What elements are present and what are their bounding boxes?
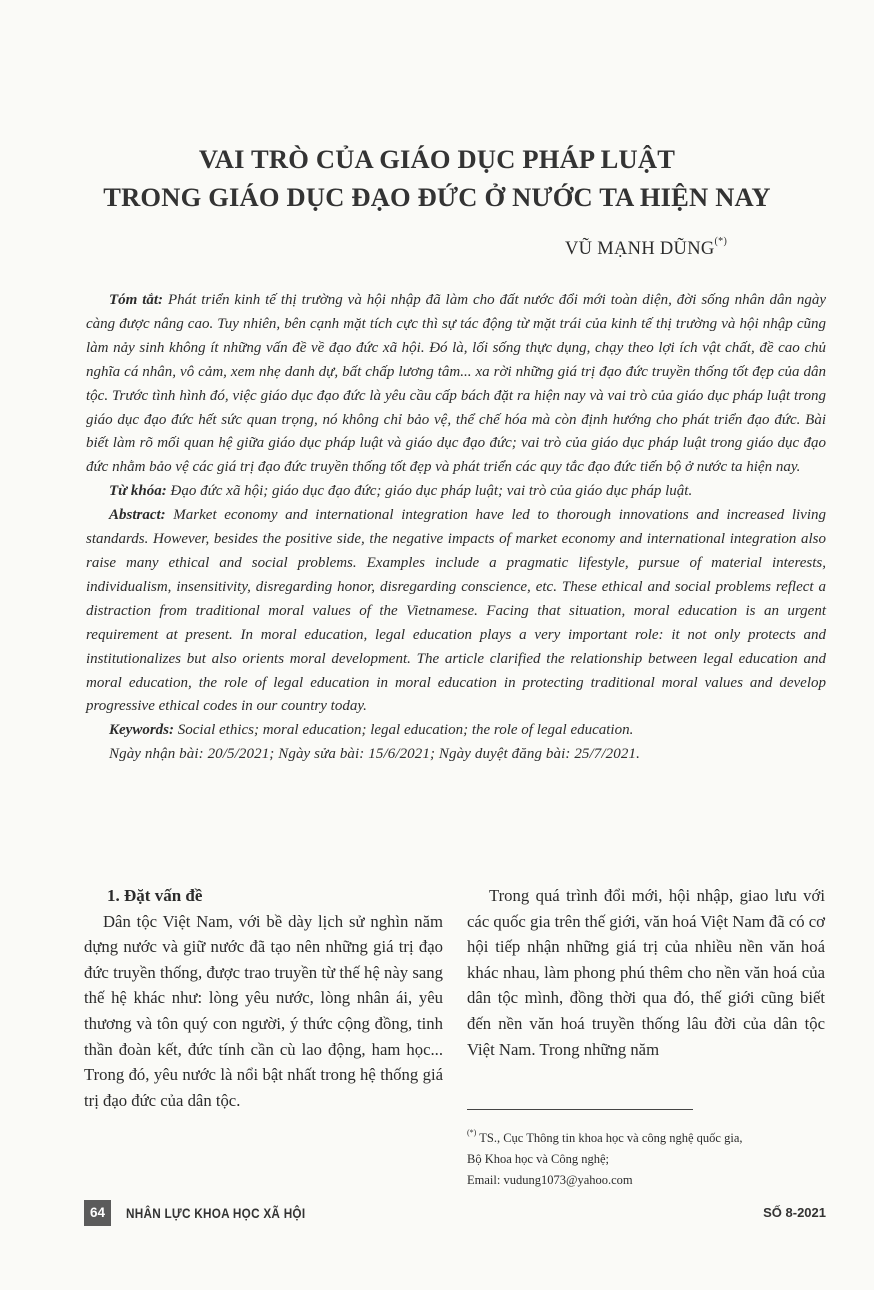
footnote-affiliation: TS., Cục Thông tin khoa học và công nghệ quốc gia,	[479, 1131, 743, 1146]
issue-number: SỐ 8-2021	[763, 1205, 826, 1220]
journal-name: NHÂN LỰC KHOA HỌC XÃ HỘI	[126, 1205, 306, 1221]
keywords-en	[86, 719, 826, 743]
abstract-vi-text: Phát triển kinh tế thị trường và hội nhập đã làm cho đất nước đổi mới toàn diện, đời sống nhân dân ngày càng được nâng cao. Tuy nhiên, bên cạnh mặt tích cực thì sự tác động từ mặt trái của kinh tế thị trường và hội nhập cũng làm nảy sinh không ít những vấn đề về đạo đức xã hội. Đó là, lối sống thực dụng, chạy theo lợi ích vật chất, đề cao chủ nghĩa cá nhân, vô cảm, xem nhẹ danh dự, bất chấp lương tâm... xa rời những giá trị đạo đức truyền thống tốt đẹp của dân tộc. Trước tình hình đó, việc giáo dục đạo đức là yêu cầu cấp bách đặt ra hiện nay và vai trò của giáo dục pháp luật trong giáo dục đạo đức hết sức quan trọng, nó không chỉ bảo vệ, thể chế hóa mà còn định hướng cho phát triển đạo đức. Bài biết làm rõ mối quan hệ giữa giáo dục pháp luật và giáo dục đạo đức; vai trò của giáo dục pháp luật trong giáo dục đạo đức nhằm bảo vệ các giá trị đạo đức truyền thống tốt đẹp và phát triển các quy tắc đạo đức tiến bộ ở nước ta hiện nay.	[86, 292, 827, 476]
title-line-1: VAI TRÒ CỦA GIÁO DỤC PHÁP LUẬT	[198, 144, 676, 174]
keywords-en-label: Keywords:	[109, 722, 174, 739]
title-line-2: TRONG GIÁO DỤC ĐẠO ĐỨC Ở NƯỚC TA HIỆN NAY	[103, 182, 771, 212]
article-dates: Ngày nhận bài: 20/5/2021; Ngày sửa bài: 15/6/2021; Ngày duyệt đăng bài: 25/7/2021.	[109, 746, 640, 763]
abstract-vi-label: Tóm tắt:	[109, 292, 164, 308]
author-footnote-mark: (*)	[714, 236, 728, 247]
footnote-email: Email: vudung1073@yahoo.com	[467, 1173, 633, 1188]
abstract-vi	[86, 289, 826, 480]
footnote-line-1	[467, 1124, 827, 1149]
keywords-vi-label: Từ khóa:	[109, 483, 167, 500]
abstract-en	[86, 504, 826, 719]
body-column-left	[84, 883, 443, 1113]
page-number: 64	[84, 1200, 111, 1226]
footnote	[467, 1124, 827, 1191]
body-column-right	[467, 883, 825, 1062]
footnote-divider	[467, 1109, 693, 1110]
author-name: VŨ MẠNH DŨNG	[565, 239, 715, 260]
author-byline	[565, 236, 728, 260]
keywords-vi	[86, 480, 826, 504]
body-paragraph-left: Dân tộc Việt Nam, với bề dày lịch sử nghìn năm dựng nước và giữ nước đã tạo nên những giá trị đạo đức truyền thống, được trao truyền từ thế hệ này sang thế hệ khác như: lòng yêu nước, lòng nhân ái, yêu thương và tôn quý con người, ý thức cộng đồng, tinh thần đoàn kết, đức tính cần cù lao động, ham học... Trong đó, yêu nước là nổi bật nhất trong hệ thống giá trị đạo đức của dân tộc.	[84, 911, 443, 1110]
body-paragraph-right: Trong quá trình đổi mới, hội nhập, giao lưu với các quốc gia trên thế giới, văn hoá Việt Nam đã có cơ hội tiếp nhận những giá trị của nhiều nền văn hoá khác nhau, làm phong phú thêm cho nền văn hoá của dân tộc mình, đồng thời qua đó, thế giới cũng biết đến nền văn hoá truyền thống lâu đời của dân tộc Việt Nam. Trong những năm	[467, 886, 825, 1059]
footnote-line-2: Bộ Khoa học và Công nghệ;	[467, 1152, 609, 1167]
abstract-en-label: Abstract:	[109, 507, 166, 524]
footnote-mark: (*)	[467, 1128, 477, 1137]
abstract-en-text: Market economy and international integration have led to thorough innovations and increased living standards. However, besides the positive side, the negative impacts of market economy and international integration also raise many ethical and social problems. Examples include a pragmatic lifestyle, pursue of material interests, individualism, insensitivity, disregarding honor, disregarding conscience, etc. These ethical and social problems reflect a distraction from traditional moral values of the Vietnamese. Facing that situation, moral education is an urgent requirement at present. In moral education, legal education plays a very important role: it not only protects and institutionalizes but also orients moral development. The article clarified the relationship between legal education and moral education, the role of legal education in moral education in protecting traditional moral values and develop progressive ethical codes in our country today.	[86, 507, 827, 715]
article-title	[0, 140, 874, 216]
keywords-vi-text: Đạo đức xã hội; giáo dục đạo đức; giáo dục pháp luật; vai trò của giáo dục pháp luật.	[170, 483, 693, 500]
abstract-block	[86, 289, 826, 767]
page-footer	[84, 1200, 826, 1226]
section-heading: 1. Đặt vấn đề	[107, 886, 203, 905]
keywords-en-text: Social ethics; moral education; legal education; the role of legal education.	[177, 722, 634, 739]
